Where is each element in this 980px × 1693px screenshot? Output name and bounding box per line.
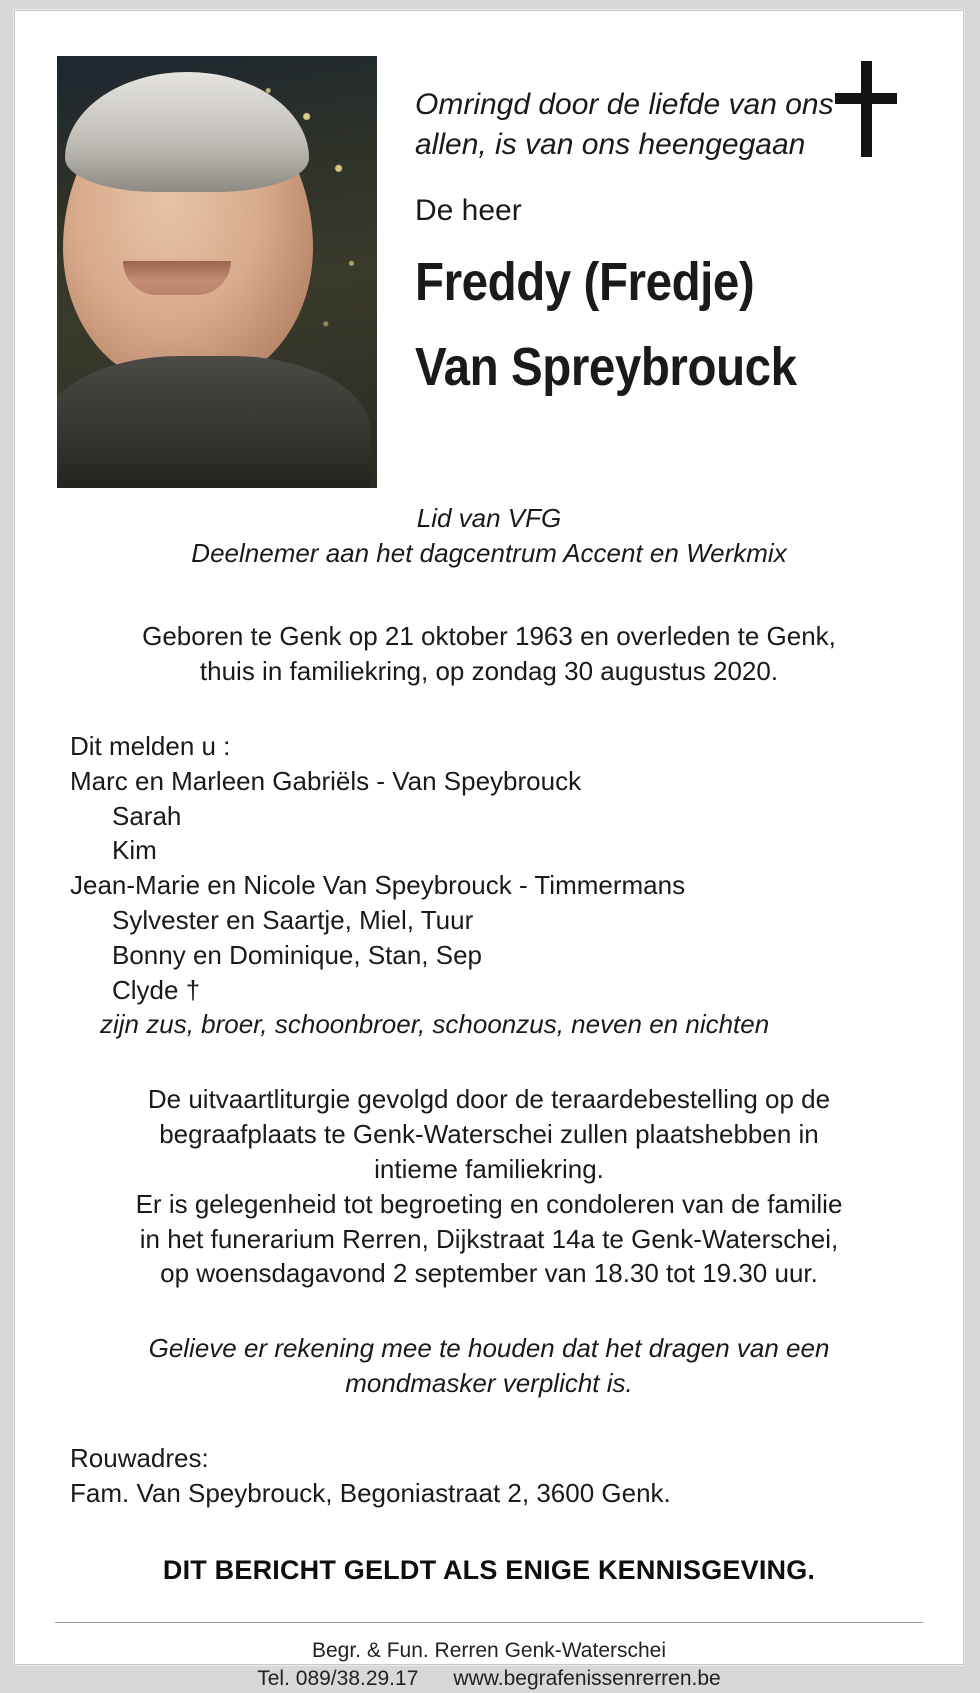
- family-line: Bonny en Dominique, Stan, Sep: [112, 939, 483, 970]
- relatives-line: zijn zus, broer, schoonbroer, schoonzus, neven en nichten: [100, 1009, 770, 1040]
- announce-intro: Dit melden u :: [70, 730, 231, 761]
- service-line: begraafplaats te Genk-Waterschei zullen plaatshebben in: [159, 1119, 819, 1150]
- mourning-address-value: Fam. Van Speybrouck, Begoniastraat 2, 3600 Genk.: [70, 1477, 671, 1508]
- family-line: Clyde †: [112, 974, 201, 1005]
- affiliation-line-2: Deelnemer aan het dagcentrum Accent en Werkmix: [191, 538, 787, 569]
- mourning-address-label: Rouwadres:: [70, 1442, 209, 1473]
- birth-death-line-1: Geboren te Genk op 21 oktober 1963 en overleden te Genk,: [142, 621, 836, 652]
- footer-contact-line: [15, 1665, 963, 1693]
- photo-jacket: [57, 356, 371, 488]
- birth-death-paragraph: [15, 619, 963, 689]
- lead-sentence: Omringd door de liefde van ons allen, is van ons heengegaan: [415, 88, 834, 161]
- salutation: De heer: [415, 194, 522, 228]
- family-announcement: [15, 729, 963, 1042]
- family-line: Kim: [112, 835, 157, 866]
- deceased-first-name: Freddy (Fredje): [415, 252, 755, 313]
- service-line: De uitvaartliturgie gevolgd door de teraardebestelling op de: [147, 1084, 831, 1115]
- service-line: intieme familiekring.: [374, 1153, 604, 1184]
- birth-death-line-2: thuis in familiekring, op zondag 30 augustus 2020.: [199, 656, 779, 687]
- service-line: in het funerarium Rerren, Dijkstraat 14a te Genk-Waterschei,: [139, 1223, 839, 1254]
- service-line: op woensdagavond 2 september van 18.30 tot 19.30 uur.: [160, 1258, 818, 1289]
- family-line: Marc en Marleen Gabriëls - Van Speybrouck: [70, 765, 582, 796]
- family-line: Sylvester en Saartje, Miel, Tuur: [112, 904, 474, 935]
- deceased-last-name: Van Spreybrouck: [415, 336, 797, 397]
- service-details: [15, 1082, 963, 1291]
- header-text-column: [415, 85, 885, 397]
- mourning-address-block: [15, 1441, 963, 1511]
- funeral-home-website[interactable]: www.begrafenissenrerren.be: [453, 1666, 721, 1690]
- service-line: Er is gelegenheid tot begroeting en condoleren van de familie: [135, 1188, 843, 1219]
- affiliation-lines: [15, 501, 963, 571]
- photo-smile: [123, 261, 231, 295]
- mask-requirement-note: [15, 1331, 963, 1401]
- funeral-home-phone: Tel. 089/38.29.17: [257, 1666, 419, 1690]
- footer-spacer: [424, 1667, 447, 1690]
- funeral-home-footer: [15, 1637, 963, 1693]
- mask-note-line: mondmasker verplicht is.: [345, 1368, 633, 1399]
- notice-header: [15, 11, 963, 441]
- portrait-photo: [57, 56, 377, 488]
- mask-note-line: Gelieve er rekening mee te houden dat het dragen van een: [148, 1333, 830, 1364]
- obituary-card: [14, 10, 964, 1690]
- family-line: Jean-Marie en Nicole Van Speybrouck - Timmermans: [70, 870, 686, 901]
- funeral-home-name: Begr. & Fun. Rerren Genk-Waterschei: [311, 1638, 667, 1662]
- affiliation-line-1: Lid van VFG: [416, 503, 562, 533]
- family-line: Sarah: [112, 800, 182, 831]
- final-notice: DIT BERICHT GELDT ALS ENIGE KENNISGEVING.: [162, 1554, 816, 1585]
- footer-divider: [55, 1622, 923, 1623]
